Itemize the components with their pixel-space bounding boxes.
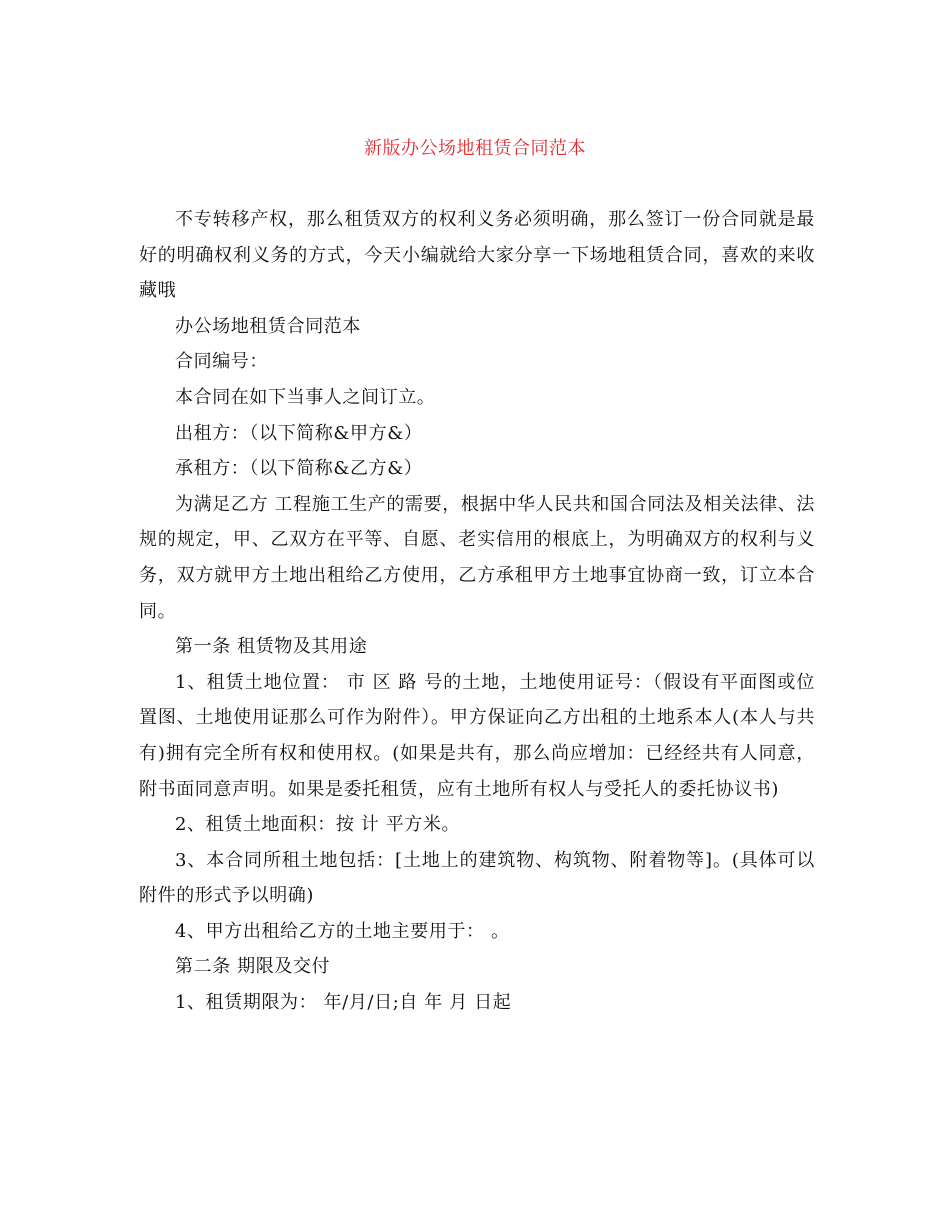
document-title: 新版办公场地租赁合同范本 (364, 138, 586, 159)
paragraph-purpose: 为满足乙方 工程施工生产的需要，根据中华人民共和国合同法及相关法律、法规的规定，甲、乙双方在平等、自愿、老实信用的根底上，为明确双方的权利与义务，双方就甲方土地出租给乙方使用，乙方承租甲方土地事宜协商一致，订立本合同。 (139, 493, 815, 622)
article-1-clause-2: 2、租赁土地面积：按 计 平方米。 (175, 814, 461, 836)
paragraph-parties-intro: 本合同在如下当事人之间订立。 (175, 386, 436, 408)
article-1-clause-3: 3、本合同所租土地包括：[土地上的建筑物、构筑物、附着物等]。(具体可以附件的形式予以明确) (139, 849, 815, 907)
paragraph-intro: 不专转移产权，那么租赁双方的权利义务必须明确，那么签订一份合同就是最好的明确权利义务的方式，今天小编就给大家分享一下场地租赁合同，喜欢的来收藏哦 (139, 209, 815, 302)
article-2-heading: 第二条 期限及交付 (175, 956, 331, 978)
article-2-clause-1: 1、租赁期限为： 年/月/日;自 年 月 日起 (175, 992, 512, 1014)
paragraph-heading: 办公场地租赁合同范本 (175, 315, 361, 337)
paragraph-lessor: 出租方：（以下简称&甲方&） (175, 422, 423, 444)
article-1-clause-1: 1、租赁土地位置： 市 区 路 号的土地，土地使用证号：（假设有平面图或位置图、土地使用证那么可作为附件）。甲方保证向乙方出租的土地系本人(本人与共有)拥有完全所有权和使用权。(如果是共有，那么尚应增加：已经经共有人同意，附书面同意声明。如果是委托租赁，应有土地所有权人与受托人的委托协议书) (139, 671, 815, 800)
article-1-clause-4: 4、甲方出租给乙方的土地主要用于： 。 (175, 920, 510, 942)
paragraph-lessee: 承租方：（以下简称&乙方&） (175, 458, 423, 480)
paragraph-contract-number: 合同编号： (175, 351, 268, 373)
article-1-heading: 第一条 租赁物及其用途 (175, 636, 368, 658)
document-body (139, 202, 815, 1021)
